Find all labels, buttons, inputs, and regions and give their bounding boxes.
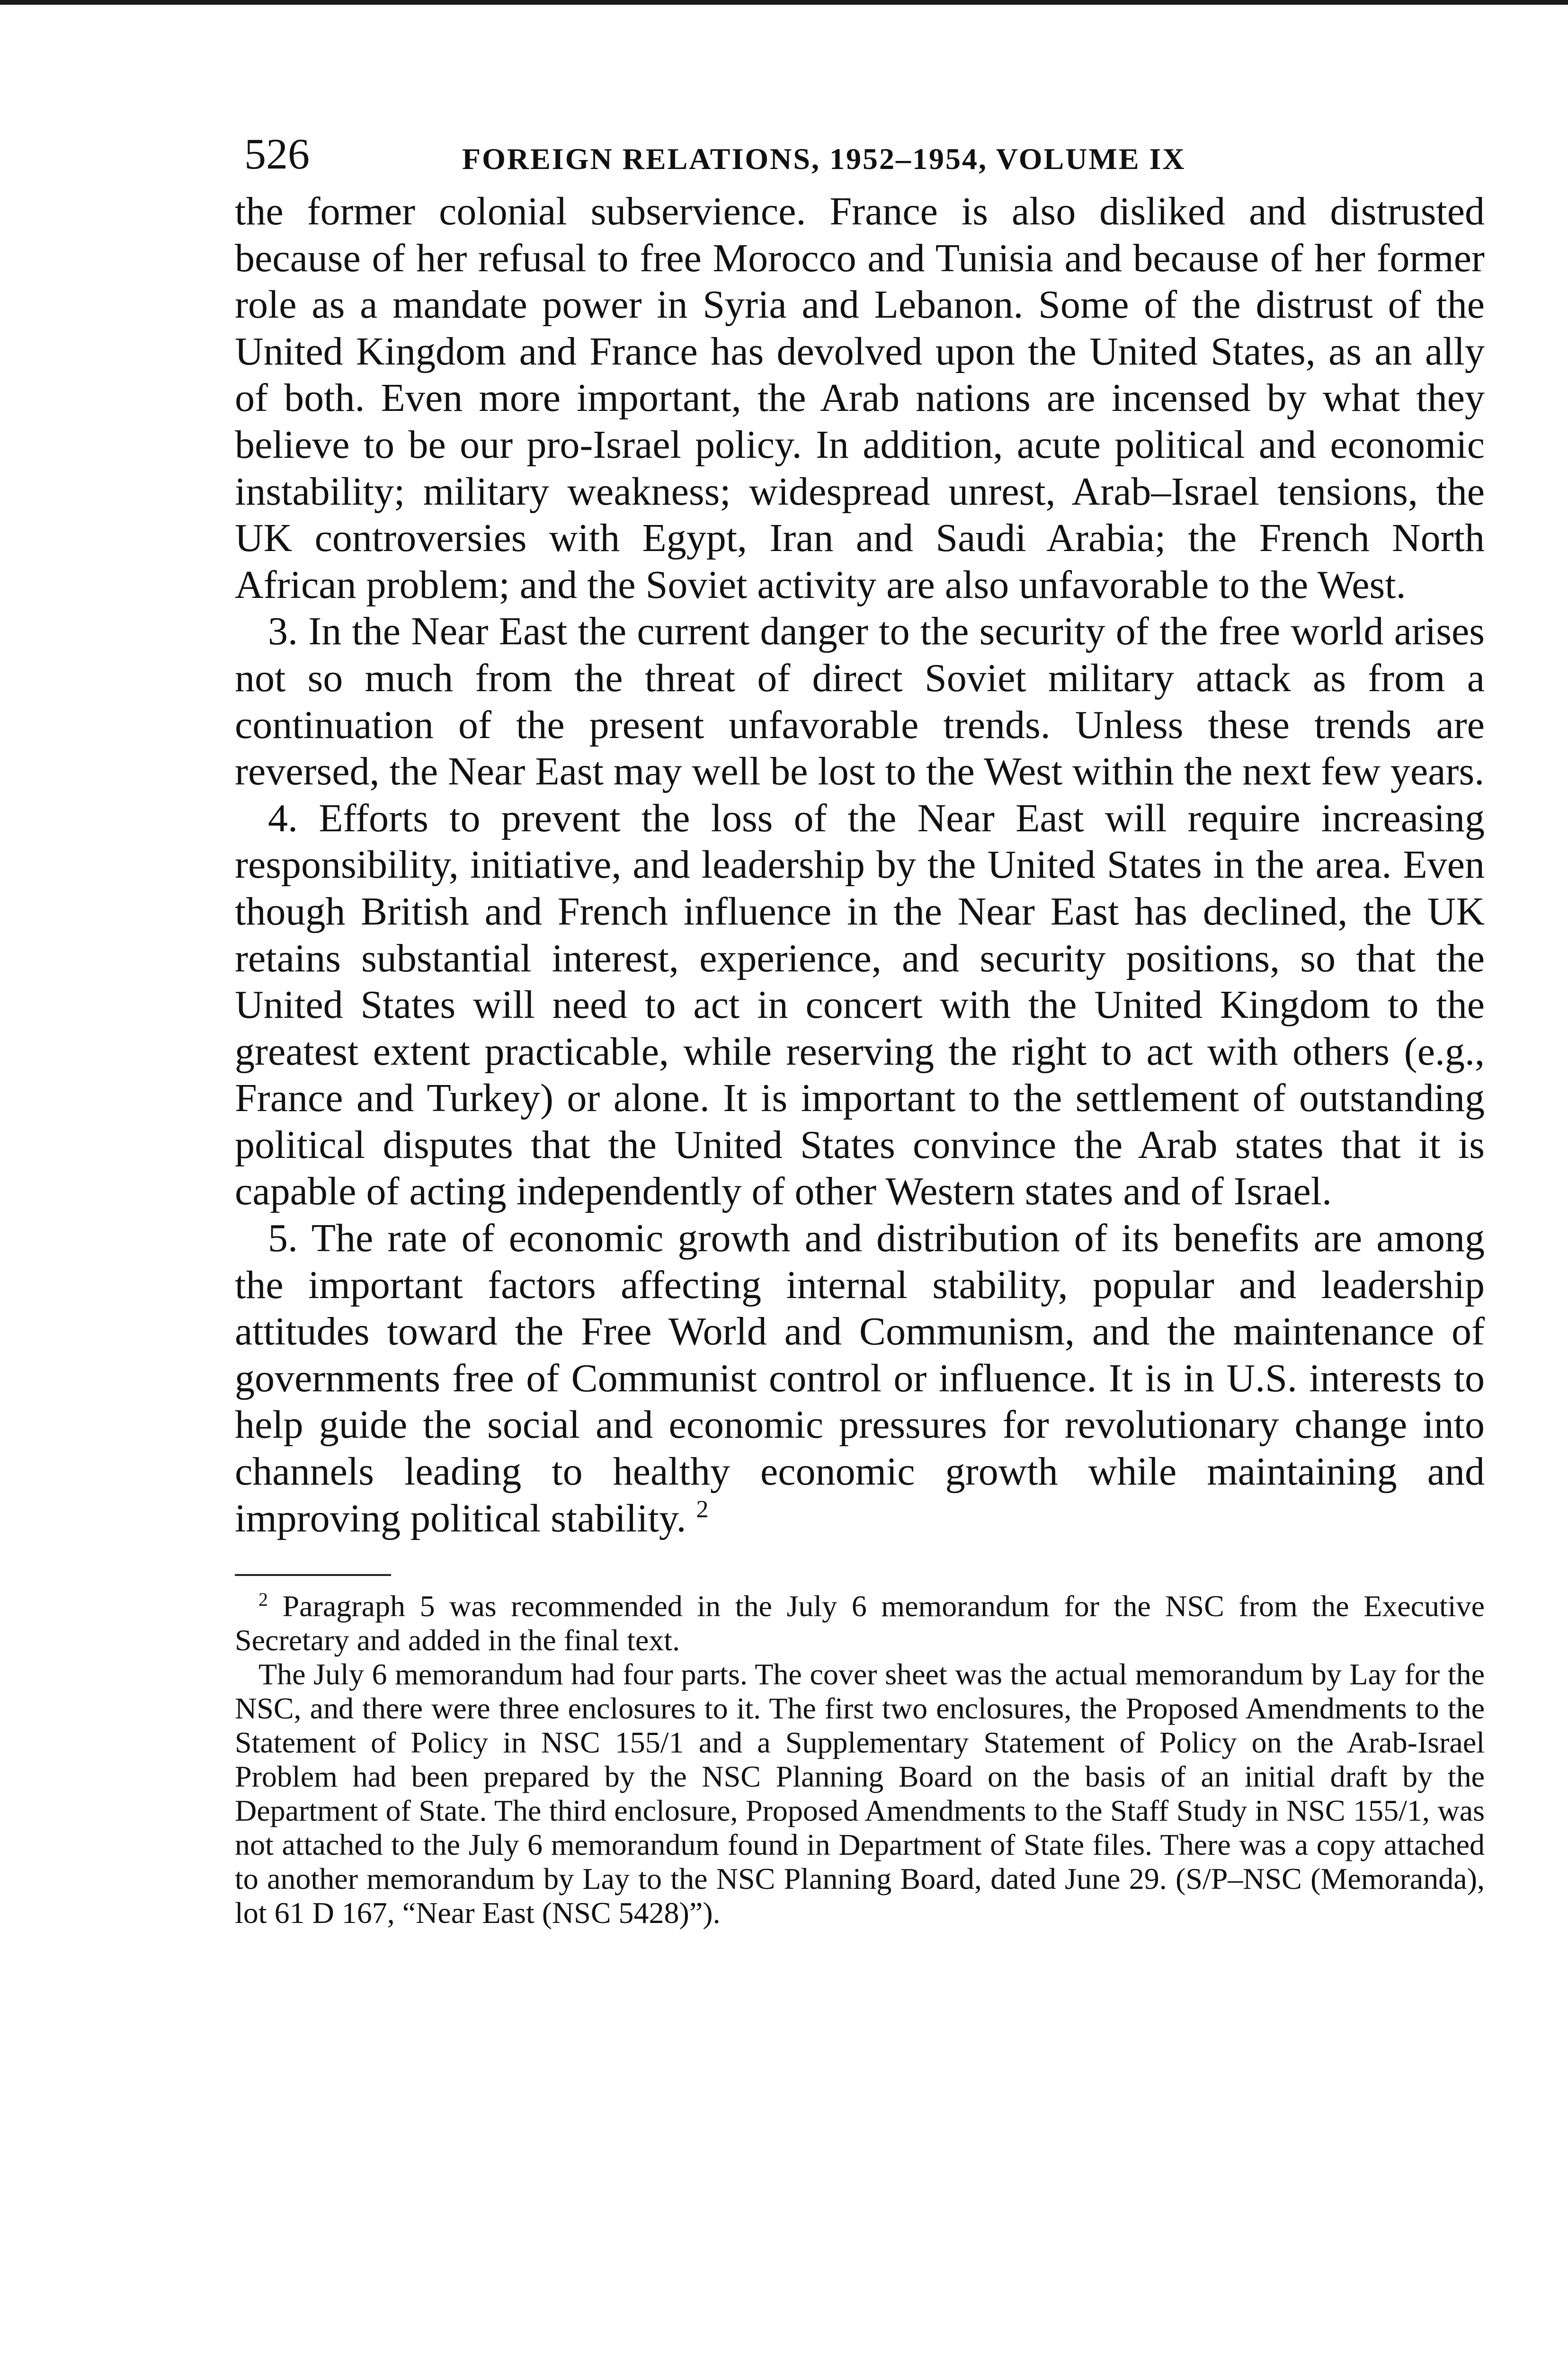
paragraph-4: 4. Efforts to prevent the loss of the Near East will require increasing responsibility, initiative, and leadership by the United States in the area. Even though British and French influence in the Near East has declined, the UK retains substantial interest, experience, and security positions, so that the United States will need to act in concert with the United Kingdom to the greatest extent practicable, while reserving the right to act with others (e.g., France and Turkey) or alone. It is important to the settlement of outstanding political disputes that the United States convince the Arab states that it is capable of acting independently of other Western states and of Israel. bbox=[235, 796, 1485, 1214]
footnote-divider bbox=[235, 1574, 391, 1576]
document-page bbox=[235, 128, 1485, 1930]
scan-top-edge bbox=[0, 0, 1568, 5]
running-title: FOREIGN RELATIONS, 1952–1954, VOLUME IX bbox=[462, 142, 1186, 176]
page-number: 526 bbox=[244, 130, 310, 178]
running-header bbox=[235, 128, 1485, 185]
footnote-2-marker: 2 bbox=[258, 1589, 268, 1611]
footnote-2-text: Paragraph 5 was recommended in the July 6 memorandum for the NSC from the Executive Secretary and added in the final text. bbox=[235, 1589, 1485, 1657]
paragraph-continued: the former colonial subservience. France is also disliked and distrusted because of her refusal to free Morocco and Tunisia and because of her former role as a mandate power in Syria and Lebanon. Some of the distrust of the United Kingdom and France has devolved upon the United States, as an ally of both. Even more important, the Arab nations are incensed by what they believe to be our pro-Israel policy. In addition, acute political and economic instability; military weakness; widespread unrest, Arab–Israel tensions, the UK controversies with Egypt, Iran and Saudi Arabia; the French North African problem; and the Soviet activity are also unfavorable to the West. bbox=[235, 189, 1485, 607]
footnote-2 bbox=[235, 1589, 1485, 1657]
footnotes bbox=[235, 1589, 1485, 1930]
paragraph-5 bbox=[235, 1215, 1485, 1542]
paragraph-5-text: 5. The rate of economic growth and distribution of its benefits are among the important factors affecting internal stability, popular and leadership attitudes toward the Free World and Communism, and the maintenance of governments free of Communist control or influence. It is in U.S. interests to help guide the social and economic pressures for revolutionary change into channels leading to healthy economic growth while maintaining and improving political stability. bbox=[235, 1216, 1485, 1540]
body-text bbox=[235, 188, 1485, 1542]
paragraph-3: 3. In the Near East the current danger to the security of the free world arises not so much from the threat of direct Soviet military attack as from a continuation of the present unfavorable trends. Unless these trends are reversed, the Near East may well be lost to the West within the next few years. bbox=[235, 609, 1485, 794]
footnote-2-continuation: The July 6 memorandum had four parts. The cover sheet was the actual memorandum by Lay for the NSC, and there were three enclosures to it. The first two enclosures, the Proposed Amendments to the Statement of Policy in NSC 155/1 and a Supplementary Statement of Policy on the Arab-Israel Problem had been prepared by the NSC Planning Board on the basis of an initial draft by the Department of State. The third enclosure, Proposed Amendments to the Staff Study in NSC 155/1, was not attached to the July 6 memorandum found in Department of State files. There was a copy attached to another memorandum by Lay to the NSC Planning Board, dated June 29. (S/P–NSC (Memoranda), lot 61 D 167, “Near East (NSC 5428)”). bbox=[235, 1657, 1485, 1930]
footnote-reference: 2 bbox=[696, 1495, 709, 1523]
